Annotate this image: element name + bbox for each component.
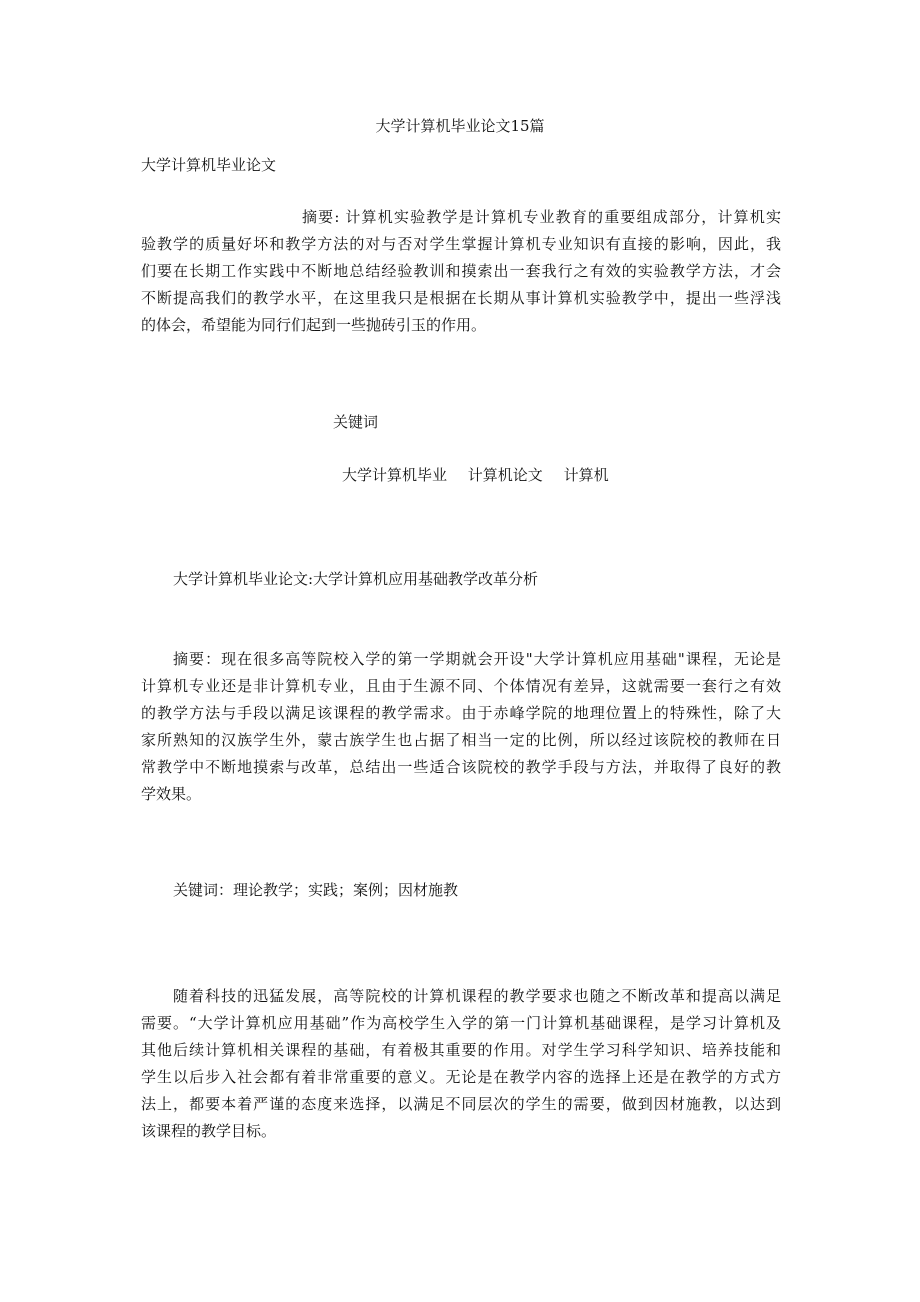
abstract-2-line: 的教学方法与手段以满足该课程的教学需求。由于赤峰学院的地理位置上的特殊性，除了大 — [141, 704, 781, 722]
keywords-1-label: 关键词 — [333, 413, 379, 431]
body-paragraph-line: 其他后续计算机相关课程的基础，有着极其重要的作用。对学生学习科学知识、培养技能和 — [141, 1041, 781, 1059]
abstract-1-line: 的体会，希望能为同行们起到一些抛砖引玉的作用。 — [141, 316, 487, 334]
keyword-item: 计算机 — [563, 466, 609, 484]
body-paragraph-line: 随着科技的迅猛发展，高等院校的计算机课程的教学要求也随之不断改革和提高以满足 — [173, 987, 781, 1005]
abstract-2 — [141, 646, 781, 808]
abstract-1-line: 不断提高我们的教学水平，在这里我只是根据在长期从事计算机实验教学中，提出一些浮浅 — [141, 289, 781, 307]
abstract-2-line: 计算机专业还是非计算机专业，且由于生源不同、个体情况有差异，这就需要一套行之有效 — [141, 677, 781, 695]
abstract-2-line: 学效果。 — [141, 785, 202, 803]
keyword-item: 计算机论文 — [467, 466, 543, 484]
body-paragraph-line: 需要。“大学计算机应用基础”作为高校学生入学的第一门计算机基础课程，是学习计算机及 — [141, 1014, 781, 1032]
keyword-item: 大学计算机毕业 — [342, 466, 448, 484]
body-paragraph-line: 该课程的教学目标。 — [141, 1122, 277, 1140]
abstract-2-line: 常教学中不断地摸索与改革，总结出一些适合该院校的教学手段与方法，并取得了良好的教 — [141, 758, 781, 776]
abstract-1-line: 摘要: 计算机实验教学是计算机专业教育的重要组成部分，计算机实 — [302, 208, 781, 226]
abstract-2-line: 家所熟知的汉族学生外，蒙古族学生也占据了相当一定的比例，所以经过该院校的教师在日 — [141, 731, 781, 749]
abstract-2-line: 摘要：现在很多高等院校入学的第一学期就会开设"大学计算机应用基础"课程，无论是 — [173, 650, 781, 668]
article-title: 大学计算机毕业论文:大学计算机应用基础教学改革分析 — [173, 570, 539, 588]
keywords-2: 关键词：理论教学；实践；案例；因材施教 — [173, 881, 459, 899]
abstract-1 — [141, 204, 781, 339]
body-paragraph — [141, 983, 781, 1145]
keywords-1-list — [342, 465, 625, 485]
body-paragraph-line: 学生以后步入社会都有着非常重要的意义。无论是在教学内容的选择上还是在教学的方式方 — [141, 1068, 781, 1086]
document-title: 大学计算机毕业论文15篇 — [375, 117, 545, 135]
abstract-1-line: 们要在长期工作实践中不断地总结经验教训和摸索出一套我行之有效的实验教学方法，才会 — [141, 262, 781, 280]
abstract-1-line: 验教学的质量好坏和教学方法的对与否对学生掌握计算机专业知识有直接的影响，因此，我 — [141, 235, 781, 253]
body-paragraph-line: 法上，都要本着严谨的态度来选择，以满足不同层次的学生的需要，做到因材施教，以达到 — [141, 1095, 781, 1113]
section-heading: 大学计算机毕业论文 — [141, 156, 277, 174]
